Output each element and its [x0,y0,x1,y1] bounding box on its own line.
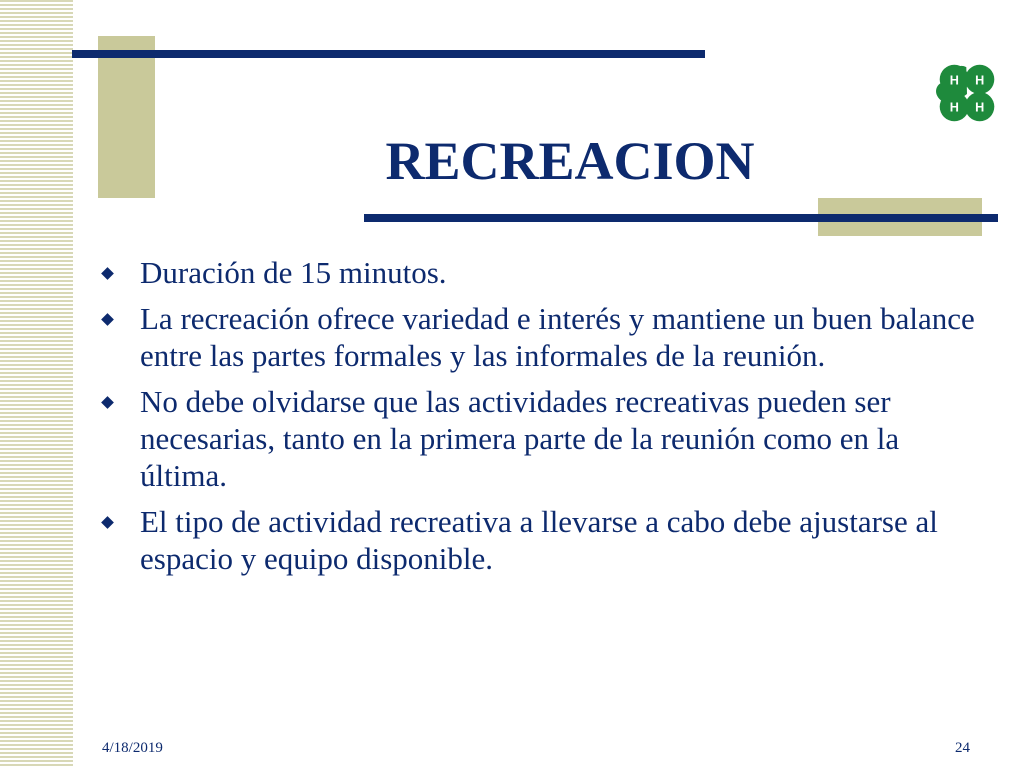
logo-letter-3: H [949,100,959,115]
diamond-bullet-icon [101,267,114,280]
bullet-item [103,383,983,494]
diamond-bullet-icon [101,396,114,409]
bullet-text: No debe olvidarse que las actividades recreativas pueden ser necesarias, tanto en la primera parte de la reunión como en la última. [140,384,900,493]
accent-block-top [98,36,155,198]
bullet-list [103,254,983,586]
decorative-stripes [0,0,73,768]
logo-letter-2: H [975,73,985,88]
diamond-bullet-icon [101,516,114,529]
logo-letter-1: H [949,73,959,88]
slide-title: RECREACION [385,131,755,192]
bullet-item [103,300,983,374]
footer-date: 4/18/2019 [102,740,163,756]
bullet-text: Duración de 15 minutos. [140,255,447,290]
bullet-text: La recreación ofrece variedad e interés y mantiene un buen balance entre las partes formales y las informales de la reunión. [140,301,975,373]
footer-page-number: 24 [955,740,970,756]
bullet-text: El tipo de actividad recreativa a llevarse a cabo debe ajustarse al espacio y equipo disponible. [140,504,938,576]
four-h-clover-icon [928,54,1006,134]
bullet-item [103,254,983,291]
title-rule-bottom [364,214,998,222]
bullet-item [103,503,983,577]
diamond-bullet-icon [101,313,114,326]
logo-letter-4: H [975,100,985,115]
title-rule-top [72,50,705,58]
